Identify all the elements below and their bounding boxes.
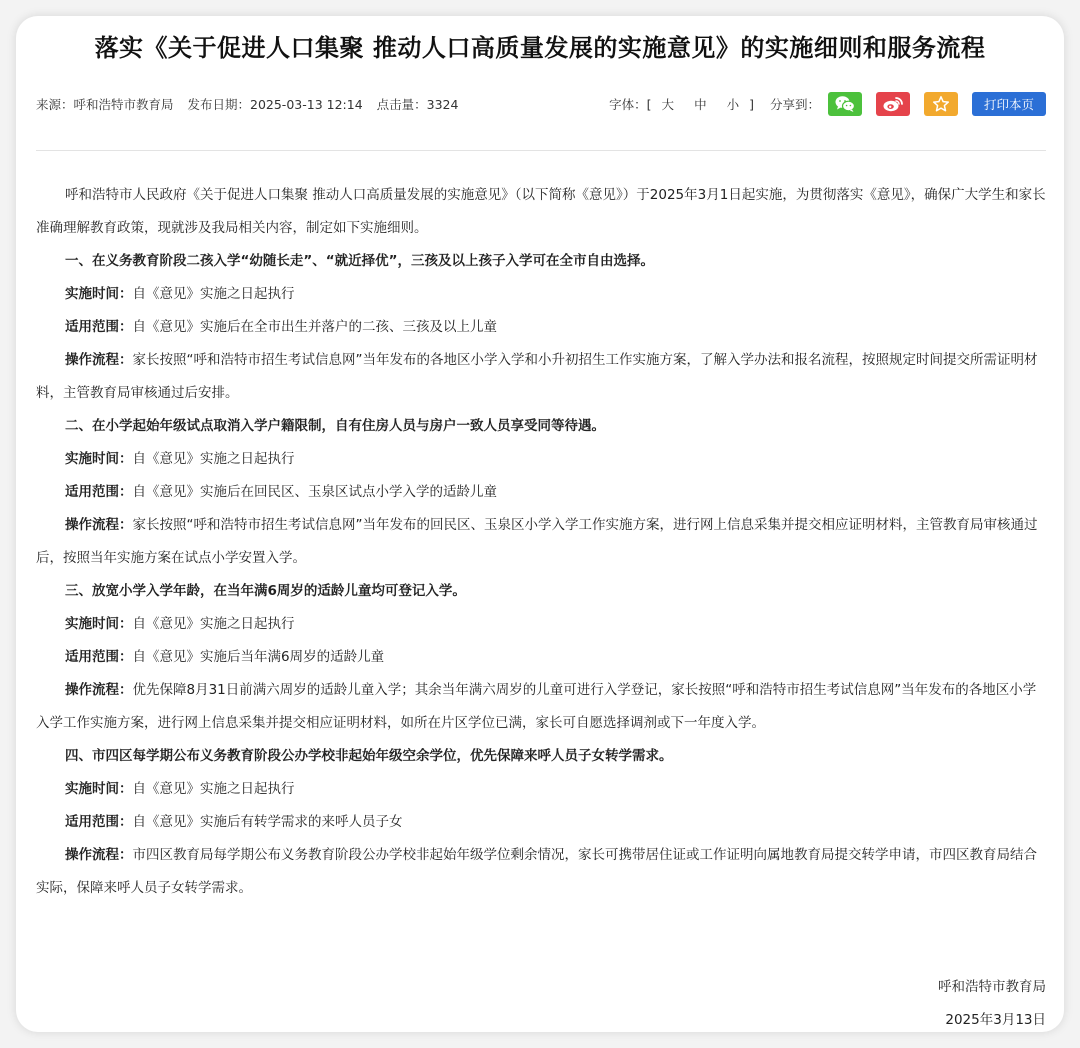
time-label: 实施时间： <box>65 781 133 797</box>
section-process <box>36 509 1046 575</box>
weibo-icon <box>882 95 904 113</box>
process-text: 市四区教育局每学期公布义务教育阶段公办学校非起始年级学位剩余情况，家长可携带居住证或工作证明向属地教育局提交转学申请，市四区教育局结合实际，保障来呼人员子女转学需求。 <box>36 847 1037 896</box>
section-time <box>36 278 1046 311</box>
scope-label: 适用范围： <box>65 649 133 665</box>
section-process <box>36 839 1046 905</box>
process-label: 操作流程： <box>65 352 133 368</box>
time-text: 自《意见》实施之日起执行 <box>132 616 295 632</box>
print-button[interactable]: 打印本页 <box>972 92 1046 116</box>
font-size-control <box>609 95 754 113</box>
divider <box>36 150 1046 151</box>
footer-date: 2025年3月13日 <box>945 1012 1046 1028</box>
scope-label: 适用范围： <box>65 484 133 500</box>
time-text: 自《意见》实施之日起执行 <box>132 451 295 467</box>
favorite-button[interactable] <box>924 92 958 116</box>
meta-date: 发布日期：2025-03-13 12:14 <box>187 97 363 112</box>
process-text: 优先保障8月31日前满六周岁的适龄儿童入学；其余当年满六周岁的儿童可进行入学登记，家长按照“呼和浩特市招生考试信息网”当年发布的各地区小学入学工作实施方案，进行网上信息采集并提交相应证明材料，如所在片区学位已满，家长可自愿选择调剂或下一年度入学。 <box>36 682 1037 731</box>
share-wechat-button[interactable] <box>828 92 862 116</box>
star-icon <box>932 95 950 113</box>
wechat-icon <box>834 95 856 113</box>
section-heading: 一、在义务教育阶段二孩入学“幼随长走”、“就近择优”，三孩及以上孩子入学可在全市自由选择。 <box>65 253 654 269</box>
footer-org: 呼和浩特市教育局 <box>938 979 1046 995</box>
section-scope <box>36 806 1046 839</box>
section-time <box>36 608 1046 641</box>
process-text: 家长按照“呼和浩特市招生考试信息网”当年发布的回民区、玉泉区小学入学工作实施方案，进行网上信息采集并提交相应证明材料，主管教育局审核通过后，按照当年实施方案在试点小学安置入学。 <box>36 517 1038 566</box>
section-scope <box>36 641 1046 674</box>
font-medium-link[interactable]: 中 <box>694 97 707 112</box>
page-title: 落实《关于促进人口集聚 推动人口高质量发展的实施意见》的实施细则和服务流程 <box>94 34 986 62</box>
section-time <box>36 773 1046 806</box>
article-footer <box>938 971 1046 1032</box>
font-small-link[interactable]: 小 <box>726 97 740 112</box>
meta-source: 来源：呼和浩特市教育局 <box>36 97 174 112</box>
article-card <box>16 16 1064 1032</box>
share-label: 分享到： <box>769 97 820 112</box>
intro-paragraph: 呼和浩特市人民政府《关于促进人口集聚 推动人口高质量发展的实施意见》（以下简称《意见》）于2025年3月1日起实施，为贯彻落实《意见》，确保广大学生和家长准确理解教育政策，现就涉及我局相关内容，制定如下实施细则。 <box>36 187 1046 236</box>
scope-text: 自《意见》实施后有转学需求的来呼人员子女 <box>132 814 403 830</box>
font-size-label: 字体：[ <box>609 97 652 112</box>
meta-clicks: 点击量：3324 <box>376 97 459 112</box>
section-process <box>36 344 1046 410</box>
scope-text: 自《意见》实施后在回民区、玉泉区试点小学入学的适龄儿童 <box>132 484 497 500</box>
time-text: 自《意见》实施之日起执行 <box>132 286 295 302</box>
time-text: 自《意见》实施之日起执行 <box>132 781 295 797</box>
section-scope <box>36 476 1046 509</box>
share-weibo-button[interactable] <box>876 92 910 116</box>
section-heading: 四、市四区每学期公布义务教育阶段公办学校非起始年级空余学位，优先保障来呼人员子女转学需求。 <box>65 748 673 764</box>
section-heading: 三、放宽小学入学年龄，在当年满6周岁的适龄儿童均可登记入学。 <box>65 583 466 599</box>
process-label: 操作流程： <box>65 517 133 533</box>
section-time <box>36 443 1046 476</box>
process-label: 操作流程： <box>65 682 133 698</box>
scope-text: 自《意见》实施后在全市出生并落户的二孩、三孩及以上儿童 <box>132 319 497 335</box>
time-label: 实施时间： <box>65 616 133 632</box>
time-label: 实施时间： <box>65 286 133 302</box>
time-label: 实施时间： <box>65 451 133 467</box>
meta-info <box>36 95 468 113</box>
font-large-link[interactable]: 大 <box>661 97 675 112</box>
font-size-close-bracket: ] <box>749 96 754 112</box>
article-body <box>36 179 1046 905</box>
section-heading: 二、在小学起始年级试点取消入学户籍限制，自有住房人员与房户一致人员享受同等待遇。 <box>65 418 605 434</box>
process-text: 家长按照“呼和浩特市招生考试信息网”当年发布的各地区小学入学和小升初招生工作实施方案，了解入学办法和报名流程，按照规定时间提交所需证明材料，主管教育局审核通过后安排。 <box>36 352 1038 401</box>
scope-label: 适用范围： <box>65 814 133 830</box>
scope-label: 适用范围： <box>65 319 133 335</box>
section-scope <box>36 311 1046 344</box>
section-process <box>36 674 1046 740</box>
scope-text: 自《意见》实施后当年满6周岁的适龄儿童 <box>132 649 385 665</box>
toolbar <box>609 92 1046 116</box>
article-meta <box>36 92 1046 116</box>
process-label: 操作流程： <box>65 847 133 863</box>
